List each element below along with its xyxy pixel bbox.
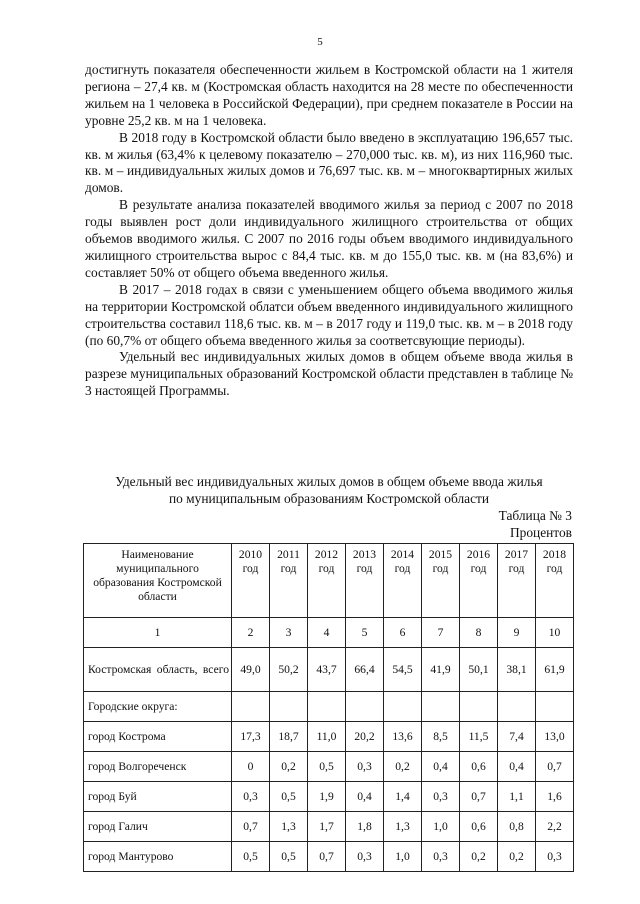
value-cell: 0,3 [536,842,574,872]
value-cell: 0,8 [498,812,536,842]
table-title-line: Удельный вес индивидуальных жилых домов в общем объеме ввода жилья [115,474,543,489]
paragraph: В 2018 году в Костромской области было введено в эксплуатацию 196,657 тыс. кв. м жилья (63,4% к целевому показателю – 270,000 тыс. кв. м), из них 116,960 тыс. кв. м – индивидуальных жилых домов и 76,697 тыс. кв. м – многоквартирных жилых домов. [85,129,573,196]
value-cell: 50,2 [270,648,308,692]
table-row [84,752,574,782]
value-cell: 1,6 [536,782,574,812]
empty-cell [460,692,498,722]
value-cell: 1,3 [270,812,308,842]
value-cell: 13,6 [384,722,422,752]
value-cell: 0,4 [498,752,536,782]
value-cell: 11,5 [460,722,498,752]
empty-cell [498,692,536,722]
value-cell: 0,3 [346,752,384,782]
value-cell: 20,2 [346,722,384,752]
table-row [84,648,574,692]
empty-cell [384,692,422,722]
header-year-cell: 2012 год [308,544,346,618]
row-name-cell: город Волгореченск [84,752,232,782]
row-name-cell: город Кострома [84,722,232,752]
paragraph: достигнуть показателя обеспеченности жильем в Костромской области на 1 жителя региона – 27,4 кв. м (Костромская область находится на 28 месте по обеспеченности жильем на 1 человека в Российской Федерации), при среднем показателе в России на уровне 25,2 кв. м на 1 человека. [85,62,573,128]
column-number-cell: 5 [346,618,384,648]
value-cell: 0,2 [270,752,308,782]
value-cell: 0,3 [346,842,384,872]
column-number-cell: 6 [384,618,422,648]
value-cell: 50,1 [460,648,498,692]
value-cell: 0,5 [270,782,308,812]
page-number: 5 [317,36,323,48]
section-row [84,692,574,722]
value-cell: 61,9 [536,648,574,692]
table-header-row [84,544,574,618]
column-number-cell: 9 [498,618,536,648]
value-cell: 0,7 [232,812,270,842]
header-year-cell: 2015 год [422,544,460,618]
value-cell: 0,4 [422,752,460,782]
paragraph: Удельный вес индивидуальных жилых домов в общем объеме ввода жилья в разрезе муниципальных образований Костромской области представлен в таблице № 3 настоящей Программы. [85,349,573,399]
section-label-cell: Городские округа: [84,692,232,722]
header-year-cell: 2011 год [270,544,308,618]
column-number-cell: 8 [460,618,498,648]
value-cell: 1,8 [346,812,384,842]
housing-share-table [83,543,574,872]
value-cell: 0,3 [232,782,270,812]
value-cell: 0,3 [422,842,460,872]
empty-cell [270,692,308,722]
value-cell: 0,5 [308,752,346,782]
table-title-line: по муниципальным образованиям Костромской области [168,490,490,506]
value-cell: 7,4 [498,722,536,752]
empty-cell [308,692,346,722]
value-cell: 1,4 [384,782,422,812]
table-unit: Процентов [509,525,572,540]
column-number-cell: 7 [422,618,460,648]
value-cell: 2,2 [536,812,574,842]
column-number-cell: 10 [536,618,574,648]
value-cell: 1,0 [422,812,460,842]
row-name-cell: город Галич [84,812,232,842]
value-cell: 1,3 [384,812,422,842]
value-cell: 0,6 [460,812,498,842]
column-number-cell: 1 [84,618,232,648]
row-name-cell: Костромская область, всего [84,648,232,692]
value-cell: 0,4 [346,782,384,812]
value-cell: 8,5 [422,722,460,752]
value-cell: 49,0 [232,648,270,692]
table-row [84,782,574,812]
value-cell: 54,5 [384,648,422,692]
value-cell: 0,5 [270,842,308,872]
value-cell: 13,0 [536,722,574,752]
value-cell: 0,7 [308,842,346,872]
value-cell: 17,3 [232,722,270,752]
value-cell: 41,9 [422,648,460,692]
paragraph: В 2017 – 2018 годах в связи с уменьшением общего объема вводимого жилья на территории Костромской облатси объем введенного индивидуального жилищного строительства составил 118,6 тыс. кв. м – в 2017 году и 119,0 тыс. кв. м – в 2018 году (по 60,7% от общего объема введенного жилья за соответсвующие периоды). [85,281,573,348]
table-row [84,812,574,842]
header-year-cell: 2013 год [346,544,384,618]
value-cell: 0 [232,752,270,782]
column-number-cell: 4 [308,618,346,648]
value-cell: 0,6 [460,752,498,782]
body-text [85,62,573,400]
column-number-cell: 3 [270,618,308,648]
value-cell: 0,2 [498,842,536,872]
paragraph: В результате анализа показателей вводимого жилья за период с 2007 по 2018 годы выявлен рост доли индивидуального жилищного строительства от общих объемов вводимого жилья. С 2007 по 2016 годы объем вводимого индивидуального жилищного строительства вырос с 84,4 тыс. кв. м до 155,0 тыс. кв. м (на 83,6%) и составляет 50% от общего объема введенного жилья. [85,197,573,280]
table-row [84,722,574,752]
value-cell: 18,7 [270,722,308,752]
value-cell: 66,4 [346,648,384,692]
header-name-cell: Наименование муниципального образования Костромской области [84,544,232,618]
header-year-cell: 2014 год [384,544,422,618]
header-year-cell: 2018 год [536,544,574,618]
empty-cell [232,692,270,722]
header-year-cell: 2010 год [232,544,270,618]
header-year-cell: 2016 год [460,544,498,618]
empty-cell [346,692,384,722]
value-cell: 0,5 [232,842,270,872]
value-cell: 43,7 [308,648,346,692]
row-name-cell: город Мантурово [84,842,232,872]
table-row [84,842,574,872]
empty-cell [422,692,460,722]
value-cell: 11,0 [308,722,346,752]
row-name-cell: город Буй [84,782,232,812]
value-cell: 1,1 [498,782,536,812]
table-title [85,474,573,508]
value-cell: 0,7 [460,782,498,812]
column-number-row [84,618,574,648]
header-year-cell: 2017 год [498,544,536,618]
value-cell: 0,2 [384,752,422,782]
value-cell: 0,7 [536,752,574,782]
value-cell: 0,3 [422,782,460,812]
table-number: Таблица № 3 [498,508,572,523]
value-cell: 0,2 [460,842,498,872]
value-cell: 38,1 [498,648,536,692]
empty-cell [536,692,574,722]
value-cell: 1,0 [384,842,422,872]
column-number-cell: 2 [232,618,270,648]
value-cell: 1,9 [308,782,346,812]
value-cell: 1,7 [308,812,346,842]
